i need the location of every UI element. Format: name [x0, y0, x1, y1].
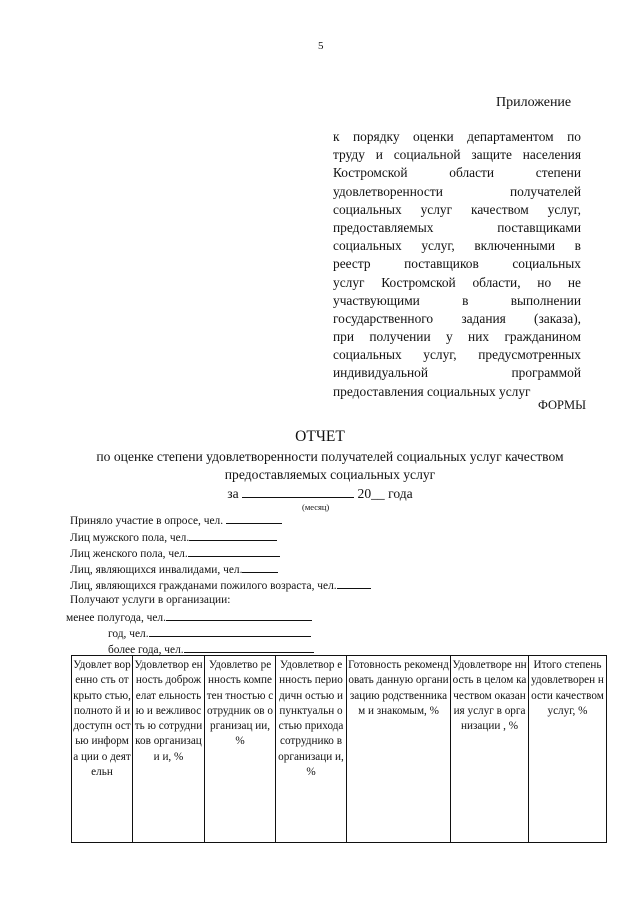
answer-field[interactable] — [242, 562, 278, 573]
question-receiving: Получают услуги в организации: — [70, 594, 231, 606]
appendix-line: услуг Костромской области, но не — [333, 274, 581, 290]
report-subtitle-line: по оценке степени удовлетворенности получателей социальных услуг качеством — [96, 449, 564, 464]
appendix-line: удовлетворенности получателей — [333, 183, 581, 199]
question-less-half-year — [66, 610, 312, 624]
appendix-title: Приложение — [496, 95, 572, 110]
question-participated — [70, 513, 282, 527]
header-cell: Удовлетворе нность в целом качеством оказания услуг в организации , % — [451, 656, 529, 843]
period-year: 20__ года — [357, 486, 413, 501]
appendix-line: социальных услуг качеством услуг, — [333, 201, 581, 217]
table-header-row — [72, 656, 607, 843]
report-subtitle-line: предоставляемых социальных услуг — [224, 467, 436, 482]
month-field[interactable] — [242, 485, 354, 498]
month-hint: (месяц) — [302, 502, 330, 512]
report-subtitle — [60, 448, 600, 484]
question-one-year — [108, 626, 311, 640]
header-cell: Удовлетвор енность периодичн остью и пунктуальн остью прихода сотруднико в организаци и, % — [276, 656, 347, 843]
question-label: менее полугода, чел. — [66, 612, 166, 624]
results-table — [71, 655, 607, 843]
answer-field[interactable] — [184, 642, 314, 653]
question-label: Лиц мужского пола, чел. — [70, 532, 190, 544]
question-elderly — [70, 578, 371, 592]
header-cell: Удовлет воренно сть открыто стью, полното й и доступн остью информа ции о деятельн — [72, 656, 133, 843]
answer-field[interactable] — [226, 513, 282, 524]
answer-field[interactable] — [166, 610, 312, 621]
question-label: более года, чел. — [108, 644, 184, 656]
question-label: Лиц женского пола, чел. — [70, 548, 188, 560]
answer-field[interactable] — [188, 546, 280, 557]
header-cell: Удовлетво ренность компетен тностью сотрудник ов организац ии, % — [205, 656, 276, 843]
appendix-line: социальных услуг, включенными в — [333, 238, 581, 254]
header-cell: Удовлетвор енность доброжелат ельностью и вежливость ю сотрудников организаци и, % — [133, 656, 205, 843]
appendix-line: индивидуальной программой — [333, 365, 581, 381]
appendix-line: участвующими в выполнении — [333, 292, 581, 308]
question-male — [70, 530, 277, 544]
answer-field[interactable] — [189, 530, 277, 541]
question-female — [70, 546, 280, 560]
appendix-text — [333, 128, 581, 401]
question-label: Лиц, являющихся инвалидами, чел. — [70, 564, 243, 576]
appendix-line: к порядку оценки департаментом по — [333, 129, 581, 144]
question-label: год, чел. — [108, 628, 149, 640]
forms-label: ФОРМЫ — [538, 398, 587, 412]
question-label: Лиц, являющихся гражданами пожилого возраста, чел. — [70, 580, 337, 592]
page-number: 5 — [318, 40, 324, 52]
question-label: Приняло участие в опросе, чел. — [70, 515, 224, 527]
question-more-year — [108, 642, 314, 656]
appendix-line: при получении у них гражданином — [333, 329, 581, 345]
appendix-line: предоставления социальных услуг — [333, 383, 531, 399]
appendix-line: реестр поставщиков социальных — [333, 256, 581, 272]
appendix-line: предоставляемых поставщиками — [333, 219, 581, 235]
appendix-line: государственного задания (заказа), — [333, 310, 581, 326]
appendix-line: Костромской области степени — [333, 165, 581, 181]
question-disabled — [70, 562, 278, 576]
report-title: ОТЧЕТ — [295, 428, 345, 445]
answer-field[interactable] — [337, 578, 371, 589]
period-prefix: за — [227, 486, 239, 501]
answer-field[interactable] — [149, 626, 311, 637]
header-cell: Итого степень удовлетворен ности качеством услуг, % — [529, 656, 607, 843]
report-period — [0, 485, 640, 502]
appendix-line: труду и социальной защите населения — [333, 147, 581, 163]
header-cell: Готовность рекомендовать данную организацию родственникам и знакомым, % — [347, 656, 451, 843]
appendix-line: социальных услуг, предусмотренных — [333, 347, 581, 363]
